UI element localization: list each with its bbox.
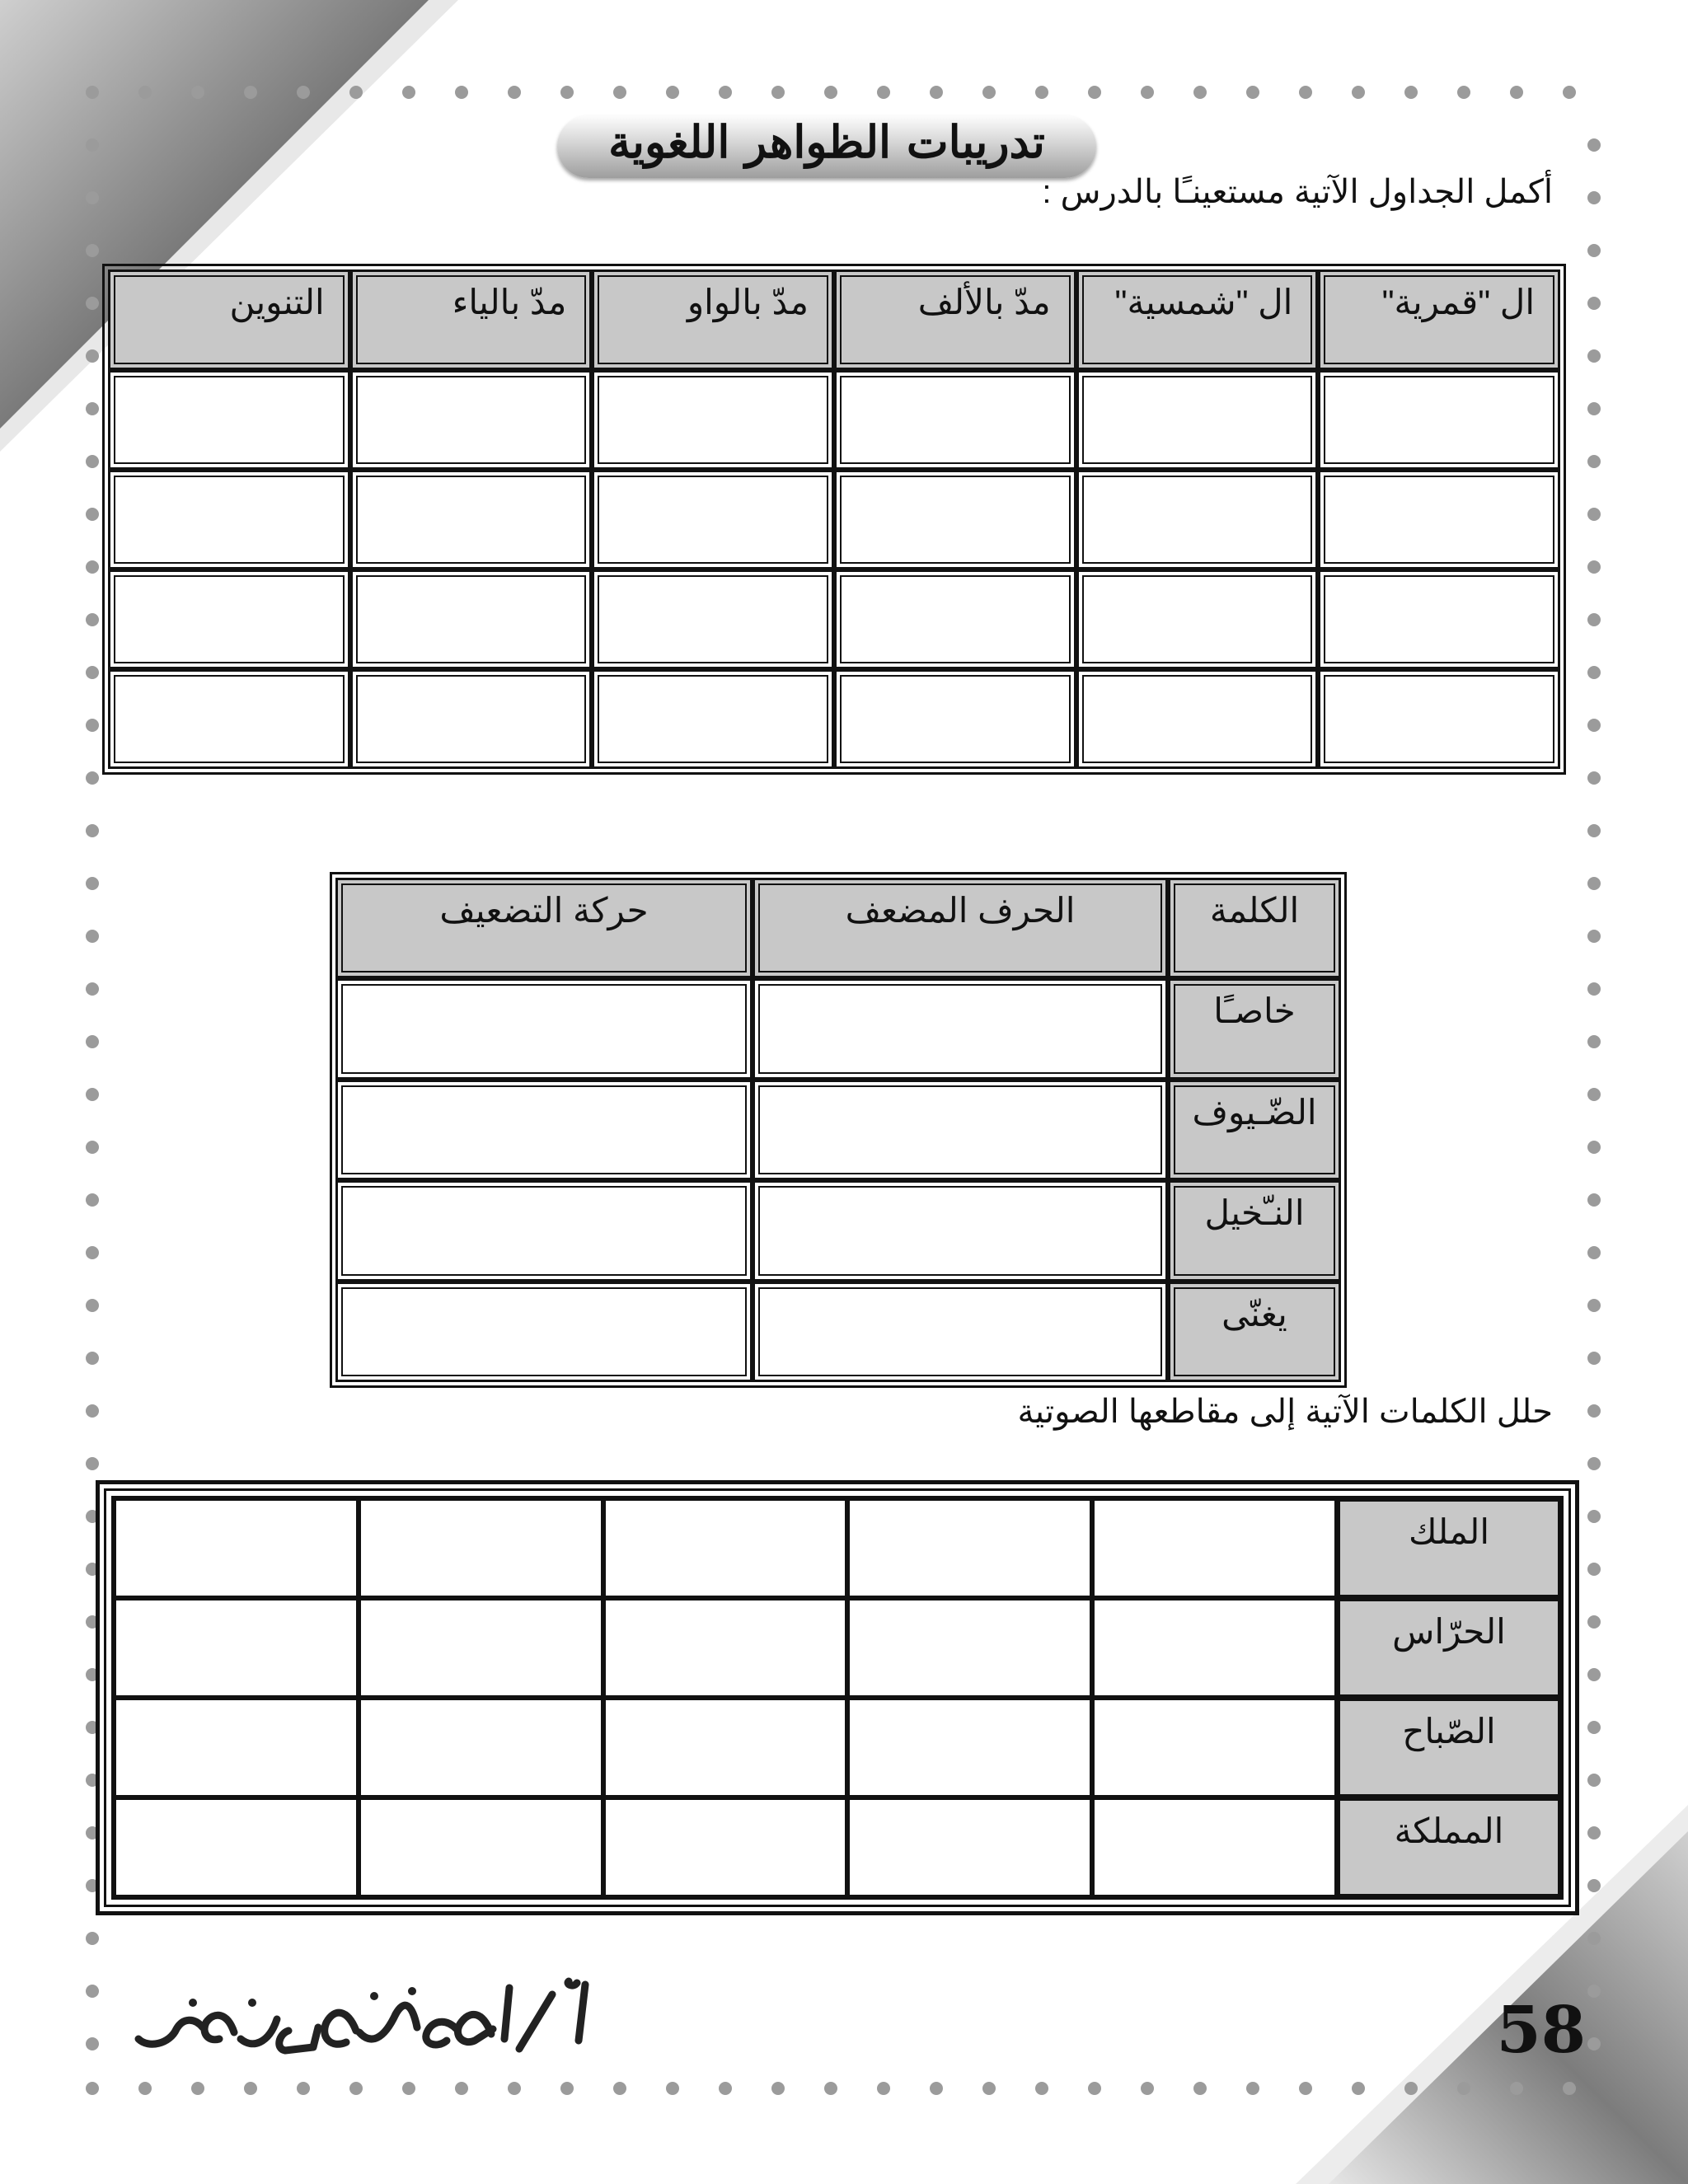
border-dot	[1035, 2082, 1048, 2095]
border-dot	[86, 824, 99, 837]
answer-cell[interactable]	[1076, 669, 1319, 769]
border-dot	[1587, 297, 1601, 310]
table-shadda	[330, 872, 1347, 1388]
answer-cell[interactable]	[592, 470, 834, 569]
border-dot	[1141, 2082, 1154, 2095]
word-cell: يغنّى	[1168, 1282, 1341, 1383]
border-dot	[1587, 877, 1601, 890]
answer-cell[interactable]	[114, 1498, 359, 1598]
border-dot	[771, 86, 785, 99]
answer-cell[interactable]	[335, 1180, 753, 1282]
word-cell: الضّـيوف	[1168, 1080, 1341, 1181]
border-dot	[86, 1141, 99, 1154]
border-dot	[613, 86, 626, 99]
border-dot	[138, 86, 152, 99]
border-dot	[86, 1404, 99, 1418]
page-title: تدريبات الظواهر اللغوية	[608, 115, 1045, 168]
answer-cell[interactable]	[1318, 470, 1560, 569]
border-dot	[771, 2082, 785, 2095]
border-dot	[1141, 86, 1154, 99]
border-dot	[349, 2082, 363, 2095]
answer-cell[interactable]	[1318, 669, 1560, 769]
border-dot	[930, 86, 943, 99]
border-dot	[297, 86, 310, 99]
table-syllables-frame	[96, 1480, 1579, 1915]
border-dot	[86, 349, 99, 363]
border-dot	[877, 86, 890, 99]
answer-cell[interactable]	[108, 669, 350, 769]
border-dot	[1587, 613, 1601, 626]
border-dot	[1587, 244, 1601, 257]
border-dot	[455, 2082, 468, 2095]
border-dot	[1587, 982, 1601, 996]
border-dot	[1352, 86, 1365, 99]
answer-cell[interactable]	[1092, 1498, 1337, 1598]
answer-cell[interactable]	[847, 1498, 1092, 1598]
border-dot	[86, 613, 99, 626]
answer-cell[interactable]	[847, 1797, 1092, 1897]
border-dot	[86, 138, 99, 152]
border-dot	[1587, 2037, 1601, 2050]
header-tanween: التنوين	[108, 269, 350, 370]
border-dot	[1404, 2082, 1418, 2095]
word-cell: الصّباح	[1337, 1698, 1561, 1797]
answer-cell[interactable]	[350, 569, 593, 669]
answer-cell[interactable]	[1318, 370, 1560, 470]
border-dot	[86, 455, 99, 468]
border-dot	[244, 2082, 257, 2095]
border-dot	[1193, 86, 1207, 99]
border-dot	[508, 86, 521, 99]
border-dot	[613, 2082, 626, 2095]
border-dot	[86, 1985, 99, 1998]
header-madd-ya: مدّ بالياء	[350, 269, 593, 370]
border-dot	[86, 560, 99, 574]
border-dot	[1587, 1457, 1601, 1470]
answer-cell[interactable]	[350, 669, 593, 769]
border-dot	[1563, 2082, 1576, 2095]
border-dot	[1587, 1035, 1601, 1048]
border-dot	[349, 86, 363, 99]
answer-cell[interactable]	[108, 569, 350, 669]
header-shamsiya: ال "شمسية"	[1076, 269, 1319, 370]
answer-cell[interactable]	[1318, 569, 1560, 669]
answer-cell[interactable]	[592, 669, 834, 769]
answer-cell[interactable]	[847, 1598, 1092, 1698]
border-dot	[86, 297, 99, 310]
border-dot	[1587, 1721, 1601, 1734]
answer-cell[interactable]	[1092, 1797, 1337, 1897]
border-dot	[86, 2082, 99, 2095]
border-dot	[1246, 86, 1259, 99]
answer-cell[interactable]	[114, 1598, 359, 1698]
answer-cell[interactable]	[1076, 569, 1319, 669]
border-dot	[86, 1932, 99, 1945]
answer-cell[interactable]	[1076, 370, 1319, 470]
answer-cell[interactable]	[108, 470, 350, 569]
border-dot	[1587, 402, 1601, 415]
answer-cell[interactable]	[335, 978, 753, 1080]
answer-cell[interactable]	[1092, 1698, 1337, 1797]
answer-cell[interactable]	[1076, 470, 1319, 569]
border-dot	[1587, 1299, 1601, 1312]
answer-cell[interactable]	[359, 1598, 603, 1698]
word-cell: المملكة	[1337, 1797, 1561, 1897]
border-dot	[86, 1035, 99, 1048]
header-madd-waw: مدّ بالواو	[592, 269, 834, 370]
answer-cell[interactable]	[359, 1698, 603, 1797]
border-dot	[1587, 455, 1601, 468]
answer-cell[interactable]	[753, 978, 1168, 1080]
border-dot	[1193, 2082, 1207, 2095]
border-dot	[86, 877, 99, 890]
word-cell: الحرّاس	[1337, 1598, 1561, 1698]
border-dot	[86, 2037, 99, 2050]
syllable-words-column	[1337, 1498, 1561, 1897]
border-dot	[560, 2082, 574, 2095]
answer-cell[interactable]	[592, 569, 834, 669]
border-dot	[1587, 1246, 1601, 1259]
word-cell: الملك	[1337, 1498, 1561, 1598]
border-dot	[1587, 1088, 1601, 1101]
answer-cell[interactable]	[335, 1282, 753, 1383]
answer-cell[interactable]	[359, 1498, 603, 1598]
header-qamariya: ال "قمرية"	[1318, 269, 1560, 370]
border-dot	[982, 86, 996, 99]
answer-cell[interactable]	[592, 370, 834, 470]
border-dot	[1299, 86, 1312, 99]
border-dot	[1352, 2082, 1365, 2095]
border-dot	[455, 86, 468, 99]
table-phenomena	[102, 264, 1566, 775]
border-dot	[1457, 86, 1470, 99]
border-dot	[1587, 771, 1601, 785]
border-dot	[1088, 2082, 1101, 2095]
header-madd-alif: مدّ بالألف	[834, 269, 1076, 370]
border-dot	[86, 1088, 99, 1101]
answer-cell[interactable]	[753, 1080, 1168, 1181]
answer-cell[interactable]	[834, 370, 1076, 470]
border-dot	[1587, 1932, 1601, 1945]
border-dot	[1587, 1352, 1601, 1365]
border-dot	[1587, 508, 1601, 521]
border-dot	[877, 2082, 890, 2095]
border-dot	[86, 402, 99, 415]
border-dot	[1299, 2082, 1312, 2095]
word-cell: النـّخيل	[1168, 1180, 1341, 1282]
answer-cell[interactable]	[834, 470, 1076, 569]
border-dot	[86, 771, 99, 785]
border-dot	[86, 1299, 99, 1312]
border-dot	[1587, 824, 1601, 837]
answer-cell[interactable]	[350, 370, 593, 470]
border-dot	[982, 2082, 996, 2095]
border-dot	[1510, 86, 1523, 99]
border-dot	[666, 2082, 679, 2095]
border-dot	[1563, 86, 1576, 99]
answer-cell[interactable]	[350, 470, 593, 569]
border-dot	[1587, 930, 1601, 943]
border-dot	[666, 86, 679, 99]
answer-cell[interactable]	[114, 1698, 359, 1797]
answer-cell[interactable]	[335, 1080, 753, 1181]
border-dot	[86, 191, 99, 204]
answer-cell[interactable]	[753, 1180, 1168, 1282]
border-dot	[1587, 138, 1601, 152]
border-dot	[86, 930, 99, 943]
border-dot	[1510, 2082, 1523, 2095]
header-word: الكلمة	[1168, 878, 1341, 978]
answer-cell[interactable]	[108, 370, 350, 470]
border-dot	[86, 1352, 99, 1365]
border-dot	[86, 666, 99, 679]
author-signature	[124, 1970, 602, 2060]
answer-cell[interactable]	[359, 1797, 603, 1897]
border-dot	[86, 1457, 99, 1470]
border-dot	[1587, 1141, 1601, 1154]
answer-cell[interactable]	[834, 669, 1076, 769]
page-number: 58	[1496, 1993, 1586, 2068]
border-dot	[138, 2082, 152, 2095]
answer-cell[interactable]	[1092, 1598, 1337, 1698]
border-dot	[824, 2082, 837, 2095]
border-dot	[86, 508, 99, 521]
border-dot	[1457, 2082, 1470, 2095]
border-dot	[86, 1246, 99, 1259]
header-doubled-letter: الحرف المضعف	[753, 878, 1168, 978]
answer-cell[interactable]	[603, 1797, 848, 1897]
border-dot	[1587, 719, 1601, 732]
syllable-answer-grid	[114, 1498, 1337, 1897]
border-dot	[1587, 1193, 1601, 1207]
answer-cell[interactable]	[603, 1598, 848, 1698]
border-dot	[930, 2082, 943, 2095]
answer-cell[interactable]	[114, 1797, 359, 1897]
border-dot	[1587, 560, 1601, 574]
border-dot	[1587, 1668, 1601, 1681]
border-dot	[1035, 86, 1048, 99]
border-dot	[1587, 1774, 1601, 1787]
border-dot	[1587, 1404, 1601, 1418]
border-dot	[86, 244, 99, 257]
border-dot	[86, 719, 99, 732]
border-dot	[1088, 86, 1101, 99]
answer-cell[interactable]	[753, 1282, 1168, 1383]
border-dot	[86, 86, 99, 99]
border-dot	[1587, 1563, 1601, 1576]
border-dot	[402, 86, 415, 99]
border-dot	[824, 86, 837, 99]
border-dot	[1404, 86, 1418, 99]
border-dot	[1587, 1985, 1601, 1998]
answer-cell[interactable]	[834, 569, 1076, 669]
border-dot	[191, 86, 204, 99]
border-dot	[1587, 1879, 1601, 1892]
border-dot	[86, 982, 99, 996]
border-dot	[1587, 349, 1601, 363]
border-dot	[1587, 191, 1601, 204]
border-dot	[1246, 2082, 1259, 2095]
border-dot	[244, 86, 257, 99]
instruction-complete-tables: أكمل الجداول الآتية مستعينـًا بالدرس :	[1042, 174, 1553, 210]
border-dot	[86, 1193, 99, 1207]
header-shadda-vowel: حركة التضعيف	[335, 878, 753, 978]
instruction-syllables: حلل الكلمات الآتية إلى مقاطعها الصوتية	[1017, 1394, 1553, 1430]
answer-cell[interactable]	[847, 1698, 1092, 1797]
answer-cell[interactable]	[603, 1498, 848, 1598]
answer-cell[interactable]	[603, 1698, 848, 1797]
border-dot	[560, 86, 574, 99]
border-dot	[508, 2082, 521, 2095]
border-dot	[297, 2082, 310, 2095]
border-dot	[719, 2082, 732, 2095]
border-dot	[402, 2082, 415, 2095]
border-dot	[1587, 666, 1601, 679]
border-dot	[719, 86, 732, 99]
border-dot	[1587, 1826, 1601, 1840]
border-dot	[1587, 1615, 1601, 1629]
word-cell: خاصـًا	[1168, 978, 1341, 1080]
border-dot	[191, 2082, 204, 2095]
border-dot	[1587, 1510, 1601, 1523]
